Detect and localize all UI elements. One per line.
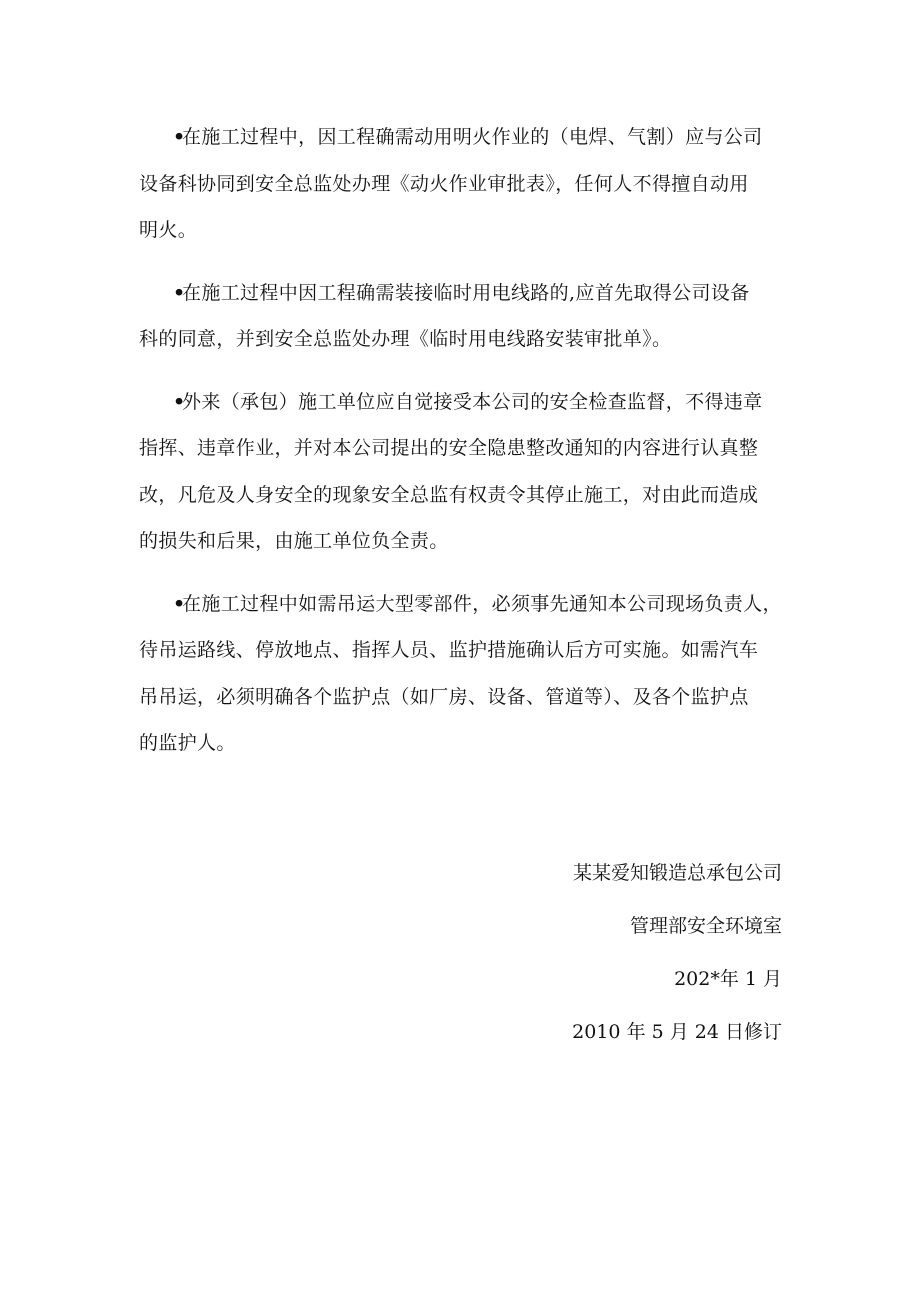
signature-date: 202*年 1 月 bbox=[674, 968, 782, 990]
paragraph-line bbox=[139, 581, 785, 628]
paragraph-temp-power bbox=[139, 270, 785, 363]
paragraph-hoisting bbox=[139, 581, 785, 767]
paragraph-contractor bbox=[139, 379, 785, 565]
paragraph-line: 改，凡危及人身安全的现象安全总监有权责令其停止施工，对由此而造成 bbox=[139, 483, 759, 506]
paragraph-line bbox=[139, 270, 785, 317]
paragraph-line: 的损失和后果，由施工单位负全责。 bbox=[139, 530, 449, 552]
bullet-icon: • bbox=[173, 281, 186, 304]
paragraph-line: 设备科协同到安全总监处办理《动火作业审批表》，任何人不得擅自动用 bbox=[139, 172, 749, 195]
signature-department: 管理部安全环境室 bbox=[629, 915, 782, 937]
signature-company: 某某爱知锻造总承包公司 bbox=[572, 862, 782, 884]
line-text: 在施工过程中，因工程确需动用明火作业的（电焊、气割）应与公司 bbox=[182, 126, 763, 148]
paragraph-line: 待吊运路线、停放地点、指挥人员、监护措施确认后方可实施。如需汽车 bbox=[139, 639, 759, 661]
paragraph-line: 吊吊运，必须明确各个监护点（如厂房、设备、管道等）、及各个监护点 bbox=[139, 685, 749, 708]
document-body bbox=[139, 114, 785, 783]
bullet-icon: • bbox=[173, 390, 186, 413]
signature-revision: 2010 年 5 月 24 日修订 bbox=[572, 1021, 782, 1043]
bullet-icon: • bbox=[173, 126, 186, 148]
line-text: 在施工过程中因工程确需装接临时用电线路的,应首先取得公司设备 bbox=[182, 281, 750, 304]
paragraph-line: 的监护人。 bbox=[139, 732, 236, 754]
paragraph-line: 指挥、违章作业，并对本公司提出的安全隐患整改通知的内容进行认真整 bbox=[139, 437, 759, 459]
line-text: 外来（承包）施工单位应自觉接受本公司的安全检查监督，不得违章 bbox=[182, 390, 763, 413]
paragraph-line: 明火。 bbox=[139, 219, 198, 241]
bullet-icon: • bbox=[173, 592, 186, 615]
paragraph-line: 科的同意，并到安全总监处办理《临时用电线路安装审批单》。 bbox=[139, 328, 672, 350]
line-text: 在施工过程中如需吊运大型零部件，必须事先通知本公司现场负责人， bbox=[182, 592, 782, 615]
paragraph-line bbox=[139, 114, 785, 161]
paragraph-hot-work bbox=[139, 114, 785, 254]
paragraph-line bbox=[139, 379, 785, 426]
signature-block bbox=[382, 847, 782, 1059]
